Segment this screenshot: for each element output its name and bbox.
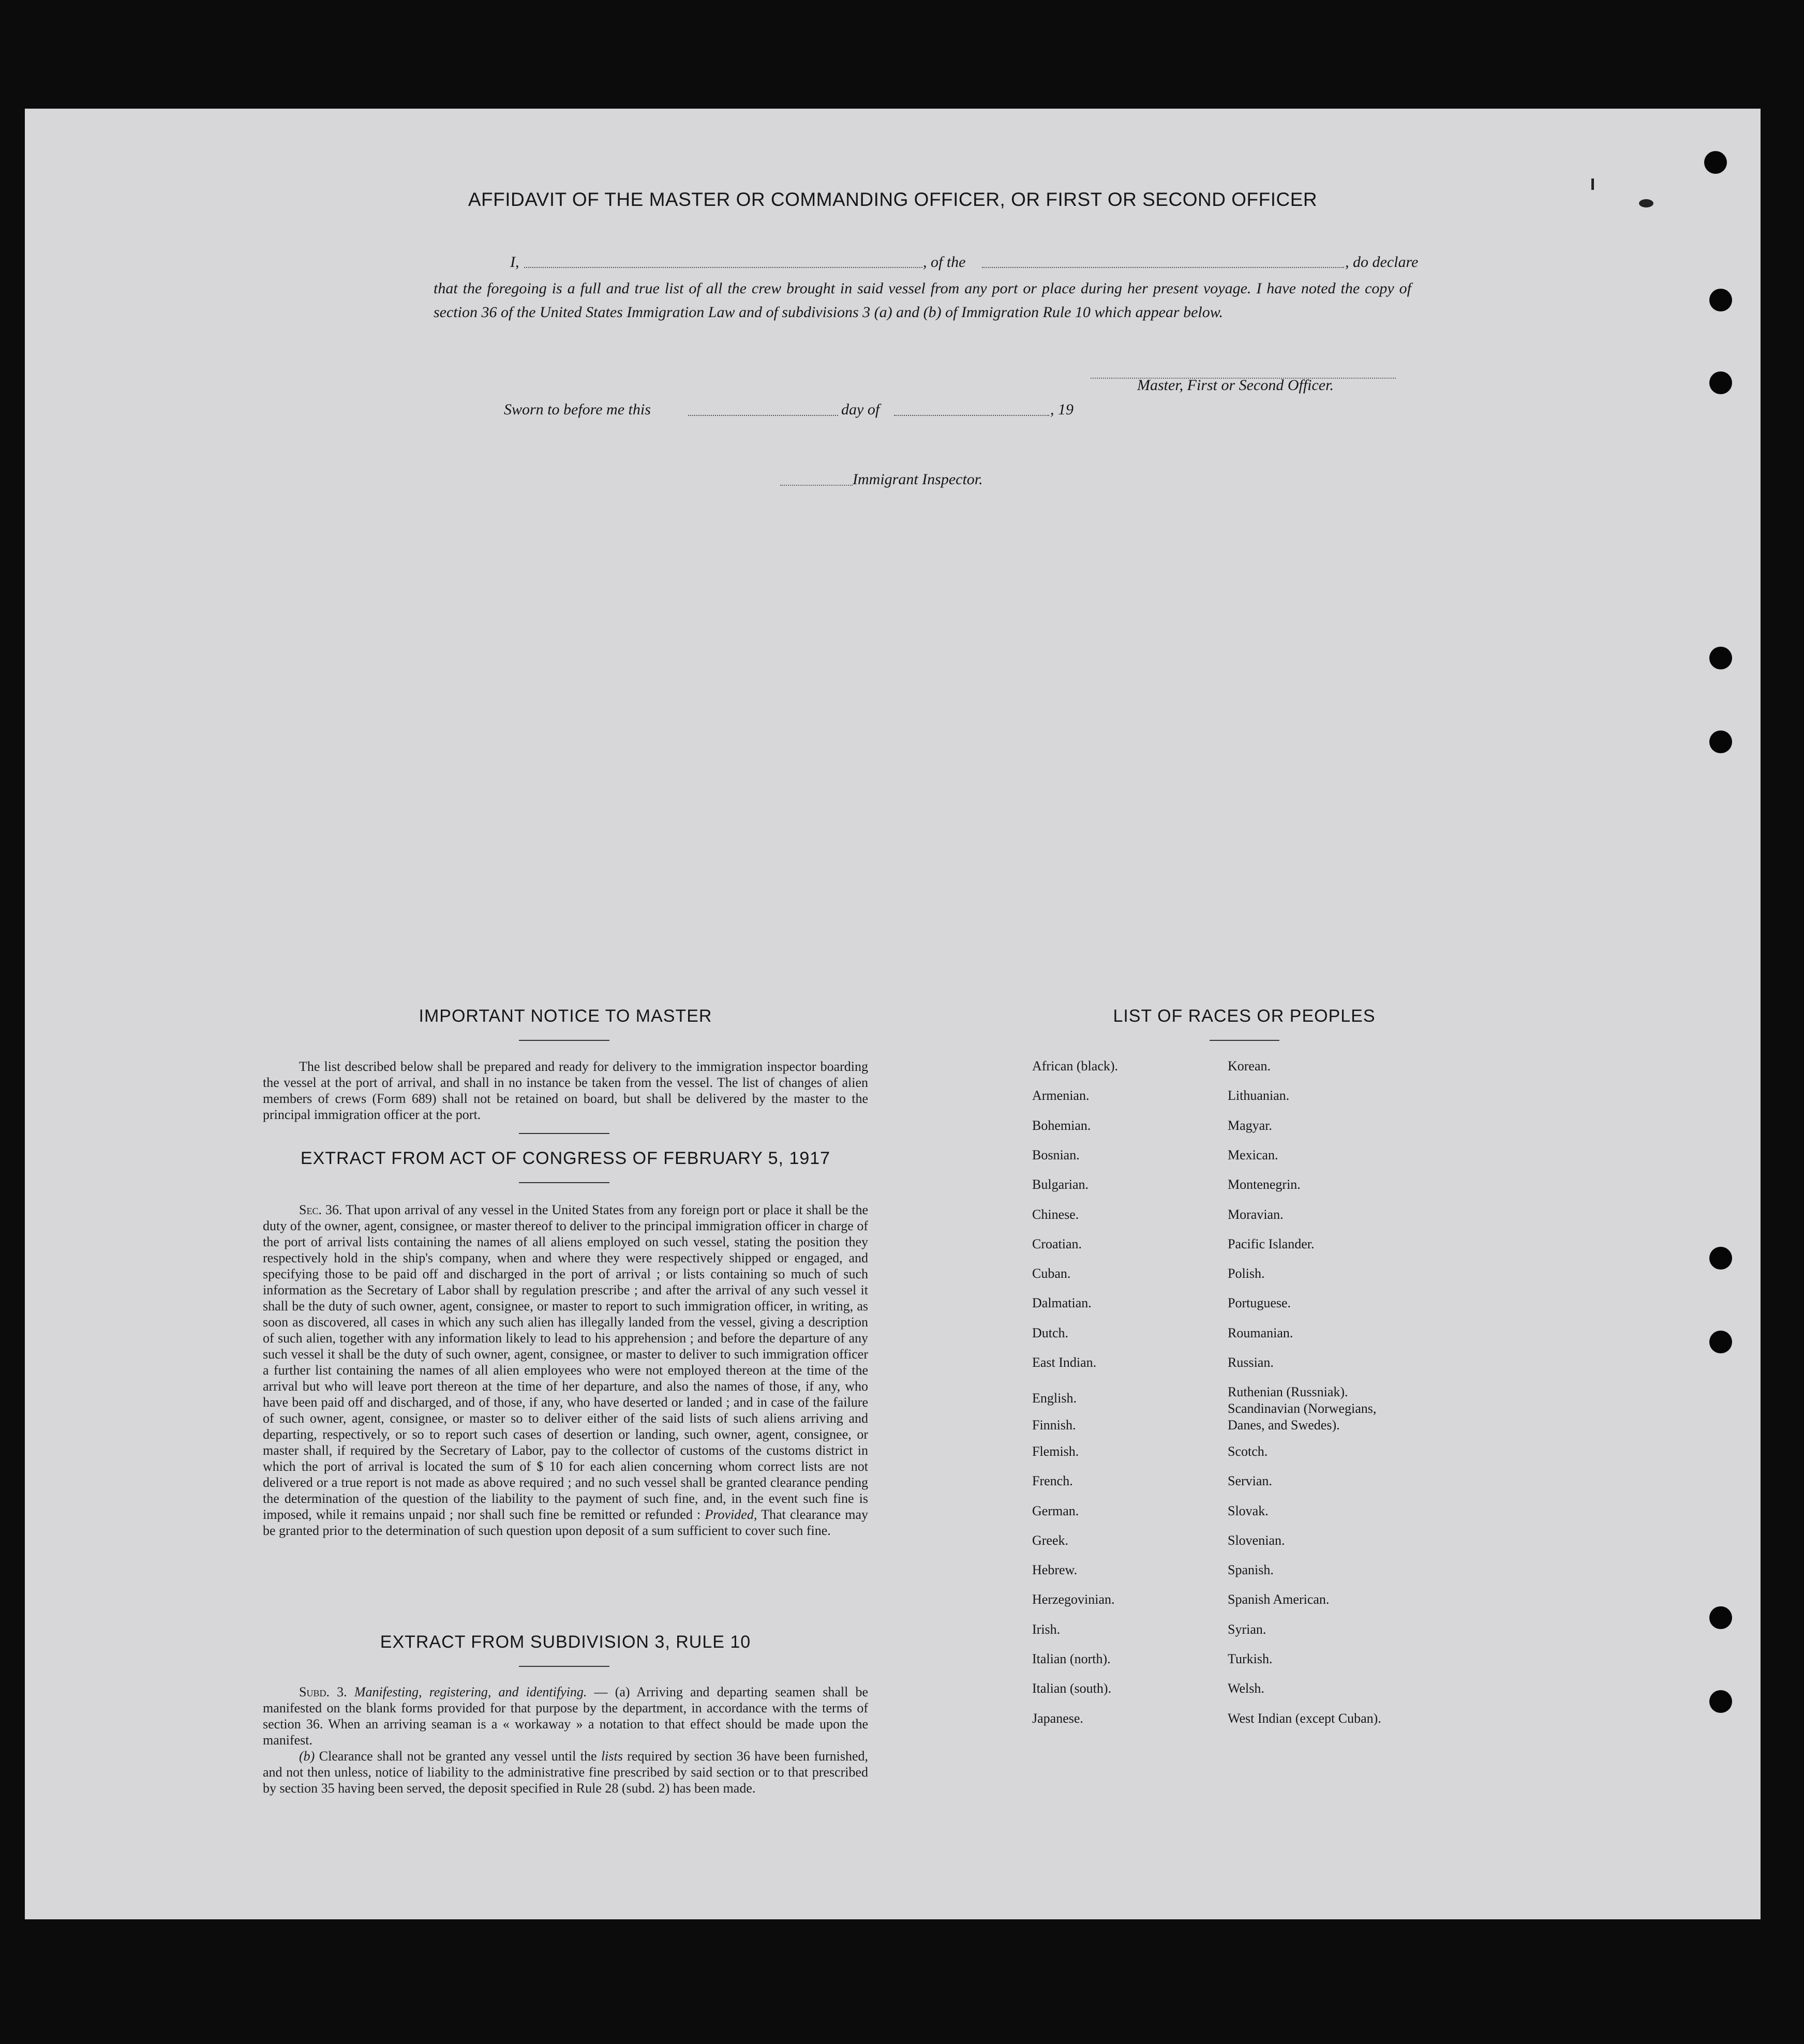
race-item: Pacific Islander. bbox=[1228, 1236, 1315, 1251]
race-item: Portuguese. bbox=[1228, 1295, 1291, 1311]
race-item: Slovak. bbox=[1228, 1503, 1269, 1518]
affidavit-i-prefix: I, bbox=[510, 253, 519, 271]
subdivision-a-paragraph bbox=[263, 1684, 868, 1748]
race-item: Finnish. bbox=[1032, 1418, 1076, 1433]
race-item: English. bbox=[1032, 1391, 1077, 1406]
scan-mark bbox=[1591, 178, 1594, 190]
race-item: Bohemian. bbox=[1032, 1117, 1091, 1133]
master-signature-label: Master, First or Second Officer. bbox=[1137, 377, 1334, 394]
act-extract-title: EXTRACT FROM ACT OF CONGRESS OF FEBRUARY 5, 1917 bbox=[300, 1148, 831, 1168]
sworn-day-blank bbox=[688, 415, 838, 416]
race-item: Chinese. bbox=[1032, 1206, 1079, 1222]
sworn-prefix: Sworn to before me this bbox=[504, 401, 651, 418]
race-item: Turkish. bbox=[1228, 1651, 1273, 1666]
race-item: Armenian. bbox=[1032, 1088, 1090, 1103]
race-item: Dutch. bbox=[1032, 1325, 1069, 1340]
race-item: Flemish. bbox=[1032, 1443, 1079, 1459]
race-item: Cuban. bbox=[1032, 1266, 1071, 1281]
subd-b-lists-word: lists bbox=[601, 1749, 623, 1764]
subd-label: Subd. 3. bbox=[299, 1684, 347, 1699]
race-item: Italian (south). bbox=[1032, 1681, 1112, 1696]
act-extract-text bbox=[263, 1202, 868, 1539]
sworn-day-of: day of bbox=[841, 401, 880, 418]
race-item: Russian. bbox=[1228, 1355, 1274, 1370]
affidavit-declaration-line bbox=[434, 253, 1419, 274]
race-item: Dalmatian. bbox=[1032, 1295, 1092, 1311]
race-item: Japanese. bbox=[1032, 1710, 1083, 1726]
punch-hole bbox=[1709, 647, 1732, 669]
vessel-blank-line bbox=[982, 267, 1344, 268]
section-36-end: That clearance may be granted prior to the determination of such question upon deposit of a sum sufficient to cover such fine. bbox=[263, 1507, 869, 1538]
section-36-paragraph bbox=[263, 1202, 868, 1539]
sworn-month-blank bbox=[894, 415, 1049, 416]
races-title-rule bbox=[1210, 1040, 1279, 1041]
notice-title-rule bbox=[519, 1040, 609, 1041]
race-item: Welsh. bbox=[1228, 1681, 1264, 1696]
notice-text bbox=[263, 1058, 868, 1123]
affidavit-do-declare: , do declare bbox=[1345, 253, 1419, 271]
race-item: French. bbox=[1032, 1473, 1073, 1489]
punch-hole bbox=[1704, 151, 1727, 174]
sworn-year: , 19 bbox=[1050, 401, 1074, 418]
race-item: Syrian. bbox=[1228, 1621, 1266, 1637]
affidavit-paragraph: that the foregoing is a full and true list of all the crew brought in said vessel from any port or place during her present voyage. I have noted the copy of section 36 of the United States Immigration Law and of subdivisions 3 (a) and (b) of Immigration Rule 10 which appear below. bbox=[434, 280, 1411, 321]
races-list bbox=[1032, 1058, 1498, 1855]
subd-b-label: (b) bbox=[299, 1749, 315, 1764]
race-item: Scandinavian (Norwegians, bbox=[1228, 1401, 1377, 1416]
race-item: Danes, and Swedes). bbox=[1228, 1418, 1340, 1433]
race-item: Bulgarian. bbox=[1032, 1177, 1089, 1192]
rule-extract-text bbox=[263, 1684, 868, 1796]
race-item: Spanish American. bbox=[1228, 1592, 1330, 1607]
subd-a-text: — (a) Arriving and departing seamen shall be manifested on the blank forms provided for that purpose by the department, in accordance with the terms of section 36. When an arriving seaman is a « workaway » a notation to that effect should be made upon the manifest. bbox=[263, 1684, 869, 1748]
section-36-label: Sec. 36. bbox=[299, 1202, 342, 1217]
name-blank-line bbox=[524, 267, 922, 268]
race-item: Montenegrin. bbox=[1228, 1177, 1301, 1192]
punch-hole bbox=[1709, 371, 1732, 394]
rule-extract-title: EXTRACT FROM SUBDIVISION 3, RULE 10 bbox=[380, 1632, 751, 1652]
notice-divider bbox=[519, 1133, 609, 1134]
punch-hole bbox=[1709, 289, 1732, 311]
punch-hole bbox=[1709, 1606, 1732, 1629]
provided-word: Provided, bbox=[705, 1507, 757, 1522]
race-item: Roumanian. bbox=[1228, 1325, 1293, 1340]
subdivision-b-paragraph bbox=[263, 1748, 868, 1796]
act-extract-title-rule bbox=[519, 1182, 609, 1183]
race-item: Slovenian. bbox=[1228, 1532, 1285, 1548]
race-item: German. bbox=[1032, 1503, 1079, 1518]
race-item: West Indian (except Cuban). bbox=[1228, 1710, 1381, 1726]
subd-b-text-2: required by section 36 have been furnished, and not then unless, notice of liability to the administrative fine prescribed by said section or to that prescribed by section 35 having been served, the deposit specified in Rule 28 (subd. 2) has been made. bbox=[263, 1749, 869, 1796]
race-item: Irish. bbox=[1032, 1621, 1061, 1637]
race-item: Spanish. bbox=[1228, 1562, 1274, 1578]
subd-heading: Manifesting, registering, and identifying. bbox=[354, 1684, 587, 1699]
affidavit-title: AFFIDAVIT OF THE MASTER OR COMMANDING OFFICER, OR FIRST OR SECOND OFFICER bbox=[468, 189, 1318, 210]
race-item: Korean. bbox=[1228, 1058, 1271, 1073]
document-page bbox=[25, 109, 1761, 1919]
inspector-label: Immigrant Inspector. bbox=[853, 471, 983, 488]
race-item: Herzegovinian. bbox=[1032, 1592, 1115, 1607]
races-title: LIST OF RACES OR PEOPLES bbox=[1113, 1006, 1376, 1026]
race-item: East Indian. bbox=[1032, 1355, 1097, 1370]
race-item: Scotch. bbox=[1228, 1443, 1268, 1459]
inspector-signature-line bbox=[780, 485, 853, 486]
punch-hole bbox=[1709, 1690, 1732, 1713]
punch-hole bbox=[1709, 1331, 1732, 1353]
race-item: African (black). bbox=[1032, 1058, 1119, 1073]
race-item: Croatian. bbox=[1032, 1236, 1082, 1251]
race-item: Italian (north). bbox=[1032, 1651, 1111, 1666]
race-item: Magyar. bbox=[1228, 1117, 1272, 1133]
race-item: Greek. bbox=[1032, 1532, 1069, 1548]
punch-hole bbox=[1709, 730, 1732, 753]
race-item: Moravian. bbox=[1228, 1206, 1284, 1222]
race-item: Bosnian. bbox=[1032, 1147, 1080, 1162]
race-item: Servian. bbox=[1228, 1473, 1272, 1489]
race-item: Lithuanian. bbox=[1228, 1088, 1290, 1103]
section-36-body: That upon arrival of any vessel in the United States from any foreign port or place it shall be the duty of the owner, agent, consignee, or master thereof to deliver to the principal immigration officer in charge of the port of arrival lists containing the names of all aliens employed on such vessel, stating the position they respectively hold in the ship's company, when and where they were respectively shipped or engaged, and specifying those to be paid off and discharged in the port of arrival ; or lists containing so much of such information as the Secretary of Labor shall by regulation prescribe ; and after the arrival of any such vessel it shall be the duty of such owner, agent, consignee, or master to report to such immigration officer, in writing, as soon as discovered, all cases in which any such alien has illegally landed from the vessel, giving a description of such alien, together with any information likely to lead to his apprehension ; and before the departure of any such vessel it shall be the duty of such owner, agent, consignee, or master to deliver to such immigration officer a further list containing the names of all alien employees who were not employed thereon at the time of the arrival but who will leave port thereon at the time of her departure, and also the names of those, if any, who have been paid off and discharged, and of those, if any, who have deserted or landed ; and in case of the failure of such owner, agent, consignee, or master so to deliver either of the said lists of such aliens arriving and departing, respectively, or so to report such cases of desertion or landing, such owner, agent, consignee, or master shall, if required by the Secretary of Labor, pay to the collector of customs of the customs district in which the port of arrival is located the sum of $ 10 for each alien concerning whom correct lists are not delivered or a true report is not made as above required ; and no such vessel shall be granted clearance pending the determination of the question of the liability to the payment of such fine, and, in the event such fine is imposed, while it remains unpaid ; nor shall such fine be remitted or refunded : bbox=[263, 1202, 869, 1522]
race-item: Mexican. bbox=[1228, 1147, 1278, 1162]
punch-hole bbox=[1709, 1247, 1732, 1270]
subd-b-text-1: Clearance shall not be granted any vessel until the bbox=[319, 1749, 597, 1764]
rule-extract-title-rule bbox=[519, 1666, 609, 1667]
race-item: Polish. bbox=[1228, 1266, 1265, 1281]
race-item: Hebrew. bbox=[1032, 1562, 1078, 1578]
race-item: Ruthenian (Russniak). bbox=[1228, 1384, 1348, 1400]
notice-paragraph: The list described below shall be prepared and ready for delivery to the immigration inspector boarding the vessel at the port of arrival, and shall in no instance be taken from the vessel. The list of changes of alien members of crews (Form 689) shall not be retained on board, but shall be delivered by the master to the principal immigration officer at the port. bbox=[263, 1059, 868, 1122]
notice-title: IMPORTANT NOTICE TO MASTER bbox=[419, 1006, 712, 1026]
affidavit-of-the: , of the bbox=[923, 253, 966, 271]
